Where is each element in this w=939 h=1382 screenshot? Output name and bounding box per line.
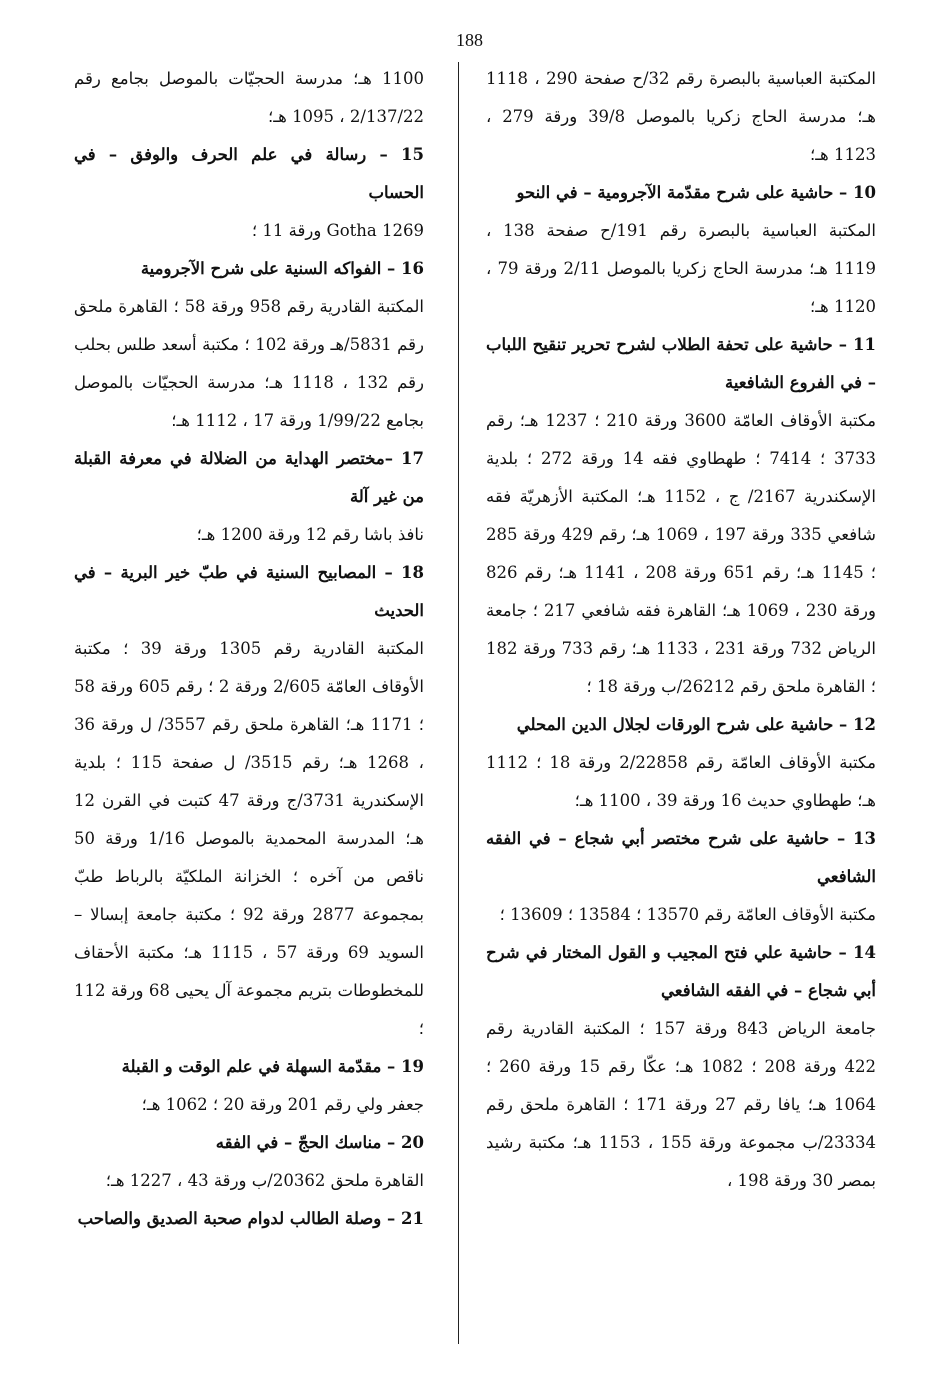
entry-body: مكتبة الأوقاف العامّة رقم 13570 ؛ 13584 ؛ 13609 ؛ bbox=[499, 905, 876, 924]
entry-body: جعفر ولي رقم 201 ورقة 20 ؛ 1062 هـ؛ bbox=[141, 1095, 424, 1114]
entry-body: مكتبة الأوقاف العامّة 3600 ورقة 210 ؛ 1237 هـ؛ رقم 3733 ؛ 7414 ؛ طهطاوي فقه 14 ورقة 272 ؛ بلدية الإسكندرية 2167/ ج ، 1152 هـ؛ المكتبة الأزهريّة فقه شافعي 335 ورقة 197 ، 1069 هـ؛ رقم 429 ورقة 285 ؛ 1145 هـ؛ رقم 651 ورقة 208 ، 1141 هـ؛ رقم 826 ورقة 230 ، 1069 هـ؛ القاهرة فقه شافعي 217 ؛ جامعة الرياض 732 ورقة 231 ، 1133 هـ؛ رقم 733 ورقة 182 ؛ القاهرة ملحق رقم 26212/ب ورقة 18 ؛ bbox=[486, 411, 876, 696]
entry-13 bbox=[486, 820, 876, 934]
entry-title: 21 – وصلة الطالب لدوام صحبة الصديق والصاحب bbox=[77, 1209, 424, 1228]
entry-11 bbox=[486, 326, 876, 706]
entry-title: 11 – حاشية على تحفة الطلاب لشرح تحرير تنقيح اللباب – في الفروع الشافعية bbox=[486, 335, 876, 392]
entry-title: 17 –مختصر الهداية من الضلالة في معرفة القبلة من غير آلة bbox=[74, 449, 424, 506]
entry-15 bbox=[74, 136, 424, 250]
entry-body: مكتبة الأوقاف العامّة رقم 2/22858 ورقة 18 ؛ 1112 هـ؛ طهطاوي حديث 16 ورقة 39 ، 1100 هـ؛ bbox=[486, 753, 876, 810]
entry-body: نافذ باشا رقم 12 ورقة 1200 هـ؛ bbox=[196, 525, 424, 544]
entry-title: 14 – حاشية علي فتح المجيب و القول المختار في شرح أبي شجاع – في الفقه الشافعي bbox=[486, 943, 876, 1000]
entry-16 bbox=[74, 250, 424, 440]
entry-17 bbox=[74, 440, 424, 554]
right-column bbox=[486, 60, 876, 1200]
entry-10 bbox=[486, 174, 876, 326]
entry-body: المكتبة العباسية بالبصرة رقم 32/ح صفحة 290 ، 1118 هـ؛ مدرسة الحاج زكريا بالموصل 39/8 ورقة 279 ، 1123 هـ؛ bbox=[486, 69, 876, 164]
entry-body: جامعة الرياض 843 ورقة 157 ؛ المكتبة القادرية رقم 422 ورقة 208 ؛ 1082 هـ؛ عكّا رقم 15 ورقة 260 ؛ 1064 هـ؛ يافا رقم 27 ورقة 171 ؛ القاهرة ملحق رقم 23334/ب مجموعة ورقة 155 ، 1153 هـ؛ مكتبة رشيد بمصر 30 ورقة 198 ، bbox=[486, 1019, 876, 1190]
entry-title: 13 – حاشية على شرح مختصر أبي شجاع – في الفقه الشافعي bbox=[486, 829, 876, 886]
entry-body: المكتبة القادرية رقم 1305 ورقة 39 ؛ مكتبة الأوقاف العامّة 2/605 ورقة 2 ؛ رقم 605 ورقة 58 ؛ 1171 هـ؛ القاهرة ملحق رقم 3557/ ل ورقة 36 ، 1268 هـ؛ رقم 3515/ ل صفحة 115 ؛ بلدية الإسكندرية 3731/ج ورقة 47 كتبت في القرن 12 هـ؛ المدرسة المحمدية بالموصل 1/16 ورقة 50 ناقص من آخره ؛ الخزانة الملكيّة بالرباط طبّ بمجموعة 2877 ورقة 92 ؛ مكتبة جامعة إبسالا – السويد 69 ورقة 57 ، 1115 هـ؛ مكتبة الأحقاف للمخطوطات بتريم مجموعة آل يحيى 68 ورقة 112 ؛ bbox=[74, 639, 425, 1038]
entry-title: 10 – حاشية على شرح مقدّمة الآجرومية – في النحو bbox=[516, 183, 876, 202]
entry-body: Gotha 1269 ورقة 11 ؛ bbox=[251, 221, 424, 240]
entry-body: القاهرة ملحق 20362/ب ورقة 43 ، 1227 هـ؛ bbox=[105, 1171, 424, 1190]
left-column bbox=[74, 60, 424, 1238]
entry-20 bbox=[74, 1124, 424, 1200]
entry-21 bbox=[74, 1200, 424, 1238]
column-divider bbox=[458, 62, 459, 1344]
entry-12 bbox=[486, 706, 876, 820]
entry-title: 12 – حاشية على شرح الورقات لجلال الدين المحلي bbox=[516, 715, 876, 734]
entry-body: المكتبة القادرية رقم 958 ورقة 58 ؛ القاهرة ملحق رقم 5831/هـ ورقة 102 ؛ مكتبة أسعد طلس بحلب رقم 132 ، 1118 هـ؛ مدرسة الحجيّات بالموصل بجامع 1/99/22 ورقة 17 ، 1112 هـ؛ bbox=[74, 297, 424, 430]
entry-title: 15 – رسالة في علم الحرف والوفق – في الحساب bbox=[74, 145, 424, 202]
entry-14 bbox=[486, 934, 876, 1200]
page-number: 188 bbox=[456, 30, 483, 50]
entry-18 bbox=[74, 554, 424, 1048]
entry-body: 1100 هـ؛ مدرسة الحجيّات بالموصل بجامع رقم 2/137/22 ، 1095 هـ؛ bbox=[74, 69, 424, 126]
entry-body: المكتبة العباسية بالبصرة رقم 191/ح صفحة 138 ، 1119 هـ؛ مدرسة الحاج زكريا بالموصل 2/11 ورقة 79 ، 1120 هـ؛ bbox=[486, 221, 877, 316]
entry-title: 16 – الفواكه السنية على شرح الآجرومية bbox=[140, 259, 424, 278]
entry-19 bbox=[74, 1048, 424, 1124]
entry-title: 20 – مناسك الحجّ – في الفقه bbox=[215, 1133, 424, 1152]
entry-title: 19 – مقدّمة السهلة في علم الوقت و القبلة bbox=[121, 1057, 424, 1076]
entry-title: 18 – المصابيح السنية في طبّ خير البرية – في الحديث bbox=[74, 563, 424, 620]
entry-continued bbox=[486, 60, 876, 174]
entry-continued bbox=[74, 60, 424, 136]
